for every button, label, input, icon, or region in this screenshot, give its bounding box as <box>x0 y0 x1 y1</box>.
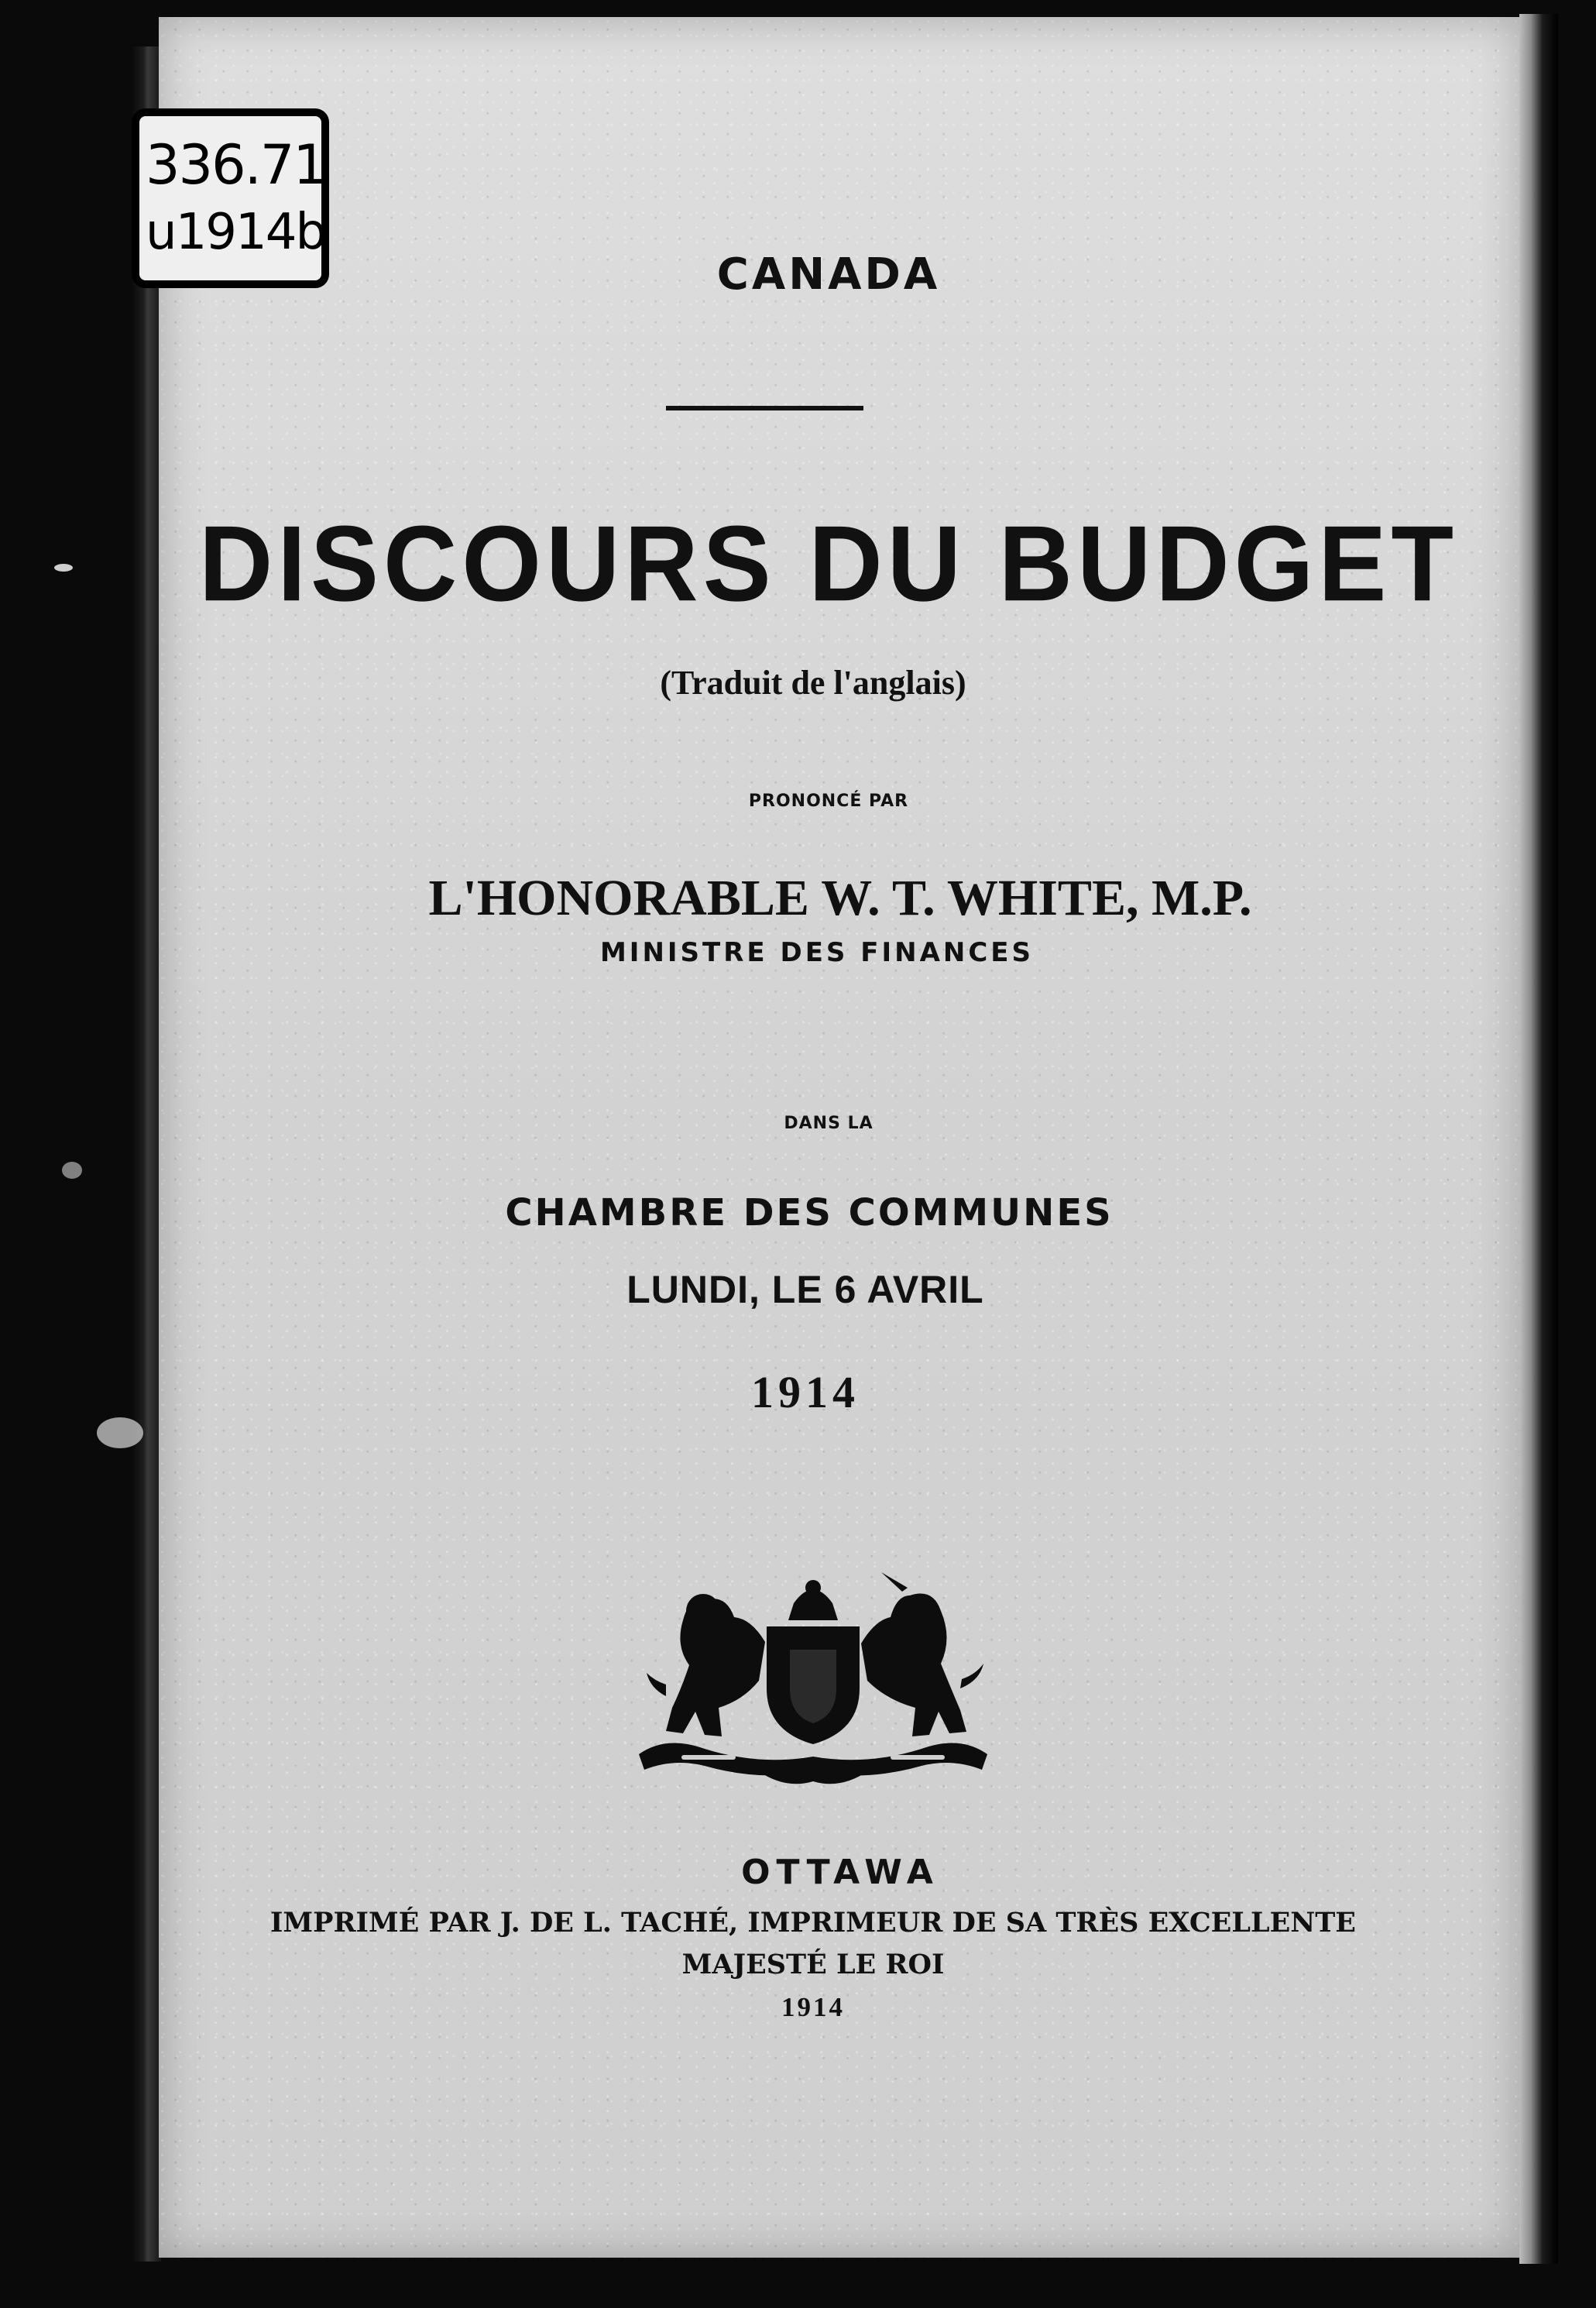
minister-role: MINISTRE DES FINANCES <box>599 937 1035 968</box>
imprint-year: 1914 <box>781 1992 845 2022</box>
country-heading: CANADA <box>716 249 941 300</box>
catalog-number: 336.71 <box>146 133 326 197</box>
scan-speck <box>54 564 73 572</box>
chamber-name: CHAMBRE DES COMMUNES <box>505 1191 1114 1235</box>
page-edge-shadow <box>1519 14 1558 2264</box>
imprint-printer-line-2: MAJESTÉ LE ROI <box>681 1949 945 1980</box>
scan-speck <box>97 1417 143 1448</box>
divider-rule <box>666 406 863 410</box>
imprint-city: OTTAWA <box>741 1853 939 1892</box>
pronounced-by-label: PRONONCÉ PAR <box>748 792 909 811</box>
catalog-cutter: u1914b <box>146 204 326 261</box>
session-date: LUNDI, LE 6 AVRIL <box>626 1268 984 1311</box>
session-year: 1914 <box>751 1367 860 1417</box>
in-the-label: DANS LA <box>784 1114 874 1133</box>
royal-coat-of-arms-icon <box>635 1572 991 1791</box>
document-title: DISCOURS DU BUDGET <box>198 503 1459 623</box>
imprint-printer-line-1: IMPRIMÉ PAR J. DE L. TACHÉ, IMPRIMEUR DE SA TRÈS EXCELLENTE <box>270 1907 1356 1939</box>
scan-speck <box>62 1162 82 1179</box>
minister-name: L'HONORABLE W. T. WHITE, M.P. <box>428 870 1252 926</box>
translation-note: (Traduit de l'anglais) <box>660 664 966 702</box>
